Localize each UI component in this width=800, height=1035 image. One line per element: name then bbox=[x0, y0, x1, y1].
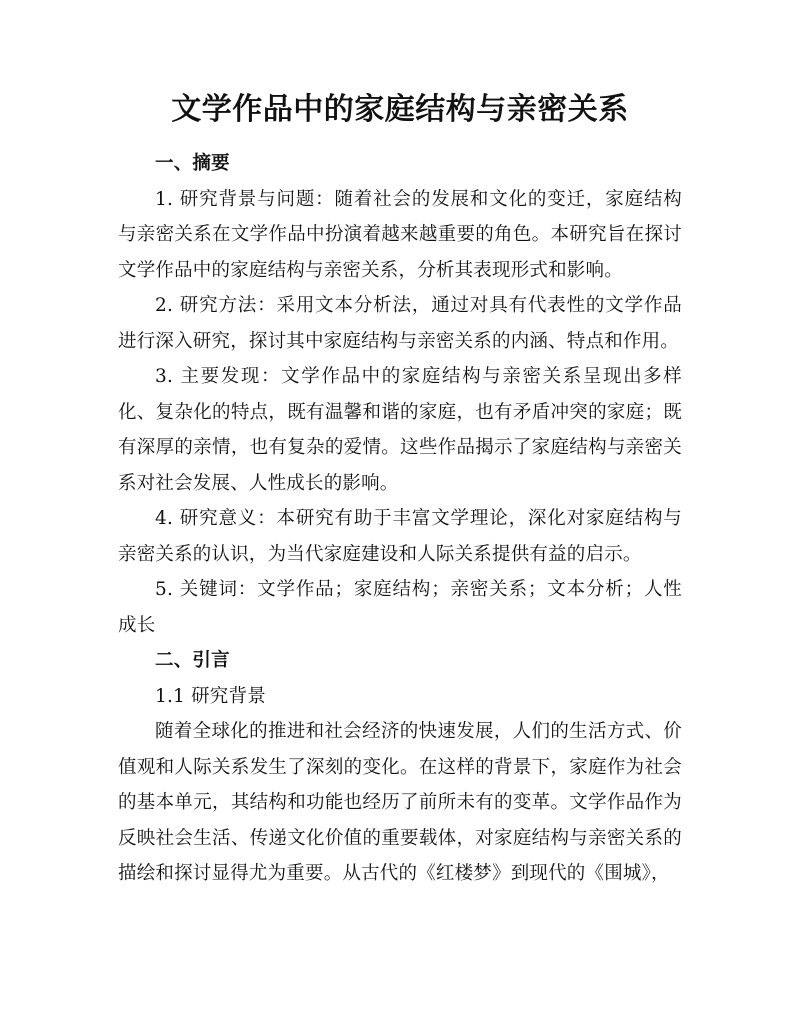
abstract-item-keywords: 5. 关键词：文学作品；家庭结构；亲密关系；文本分析；人性成长 bbox=[118, 579, 682, 636]
section-heading-introduction: 二、引言 bbox=[155, 650, 230, 671]
abstract-item-significance: 4. 研究意义：本研究有助于丰富文学理论，深化对家庭结构与亲密关系的认识，为当代家庭建设和人际关系提供有益的启示。 bbox=[118, 508, 682, 565]
document-title: 文学作品中的家庭结构与亲密关系 bbox=[171, 92, 629, 127]
abstract-item-findings: 3. 主要发现：文学作品中的家庭结构与亲密关系呈现出多样化、复杂化的特点，既有温馨和谐的家庭，也有矛盾冲突的家庭；既有深厚的亲情，也有复杂的爱情。这些作品揭示了家庭结构与亲密关系对社会发展、人性成长的影响。 bbox=[118, 366, 682, 494]
introduction-paragraph: 随着全球化的推进和社会经济的快速发展，人们的生活方式、价值观和人际关系发生了深刻的变化。在这样的背景下，家庭作为社会的基本单元，其结构和功能也经历了前所未有的变革。文学作品作为反映社会生活、传递文化价值的重要载体，对家庭结构与亲密关系的描绘和探讨显得尤为重要。从古代的《红楼梦》到现代的《围城》， bbox=[118, 721, 682, 884]
abstract-item-method: 2. 研究方法：采用文本分析法，通过对具有代表性的文学作品进行深入研究，探讨其中家庭结构与亲密关系的内涵、特点和作用。 bbox=[118, 295, 682, 352]
abstract-item-background: 1. 研究背景与问题：随着社会的发展和文化的变迁，家庭结构与亲密关系在文学作品中扮演着越来越重要的角色。本研究旨在探讨文学作品中的家庭结构与亲密关系，分析其表现形式和影响。 bbox=[118, 188, 682, 281]
section-heading-abstract: 一、摘要 bbox=[155, 153, 230, 174]
subsection-heading-background: 1.1 研究背景 bbox=[155, 685, 266, 707]
document-body bbox=[118, 146, 682, 892]
document-page bbox=[118, 0, 682, 1035]
